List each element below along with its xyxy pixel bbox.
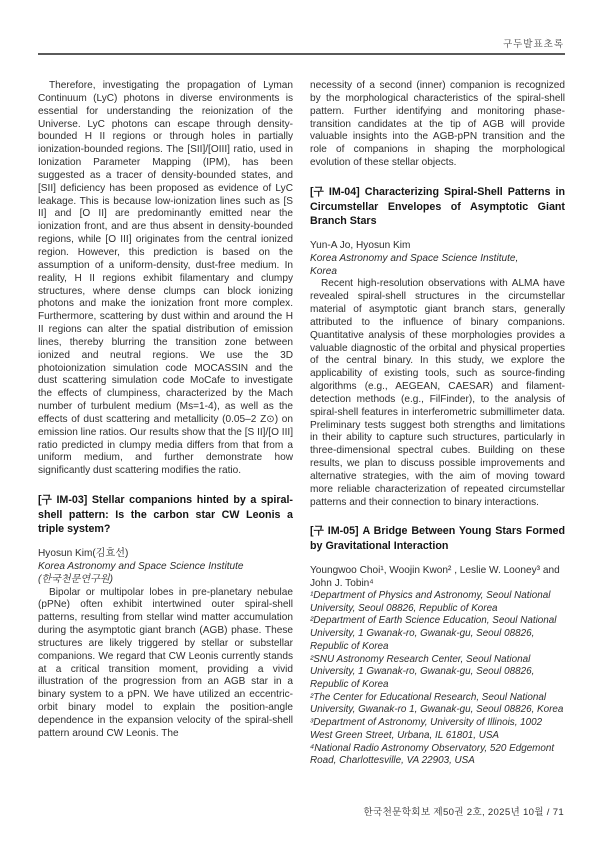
im05-affiliation-2: ²Department of Earth Science Education, Seoul National University, 1 Gwanak-ro, Gwanak-gu, Seoul 08826, Republic of Korea	[310, 615, 557, 652]
im03-authors-block	[38, 547, 293, 587]
im05-affiliation-6: ⁴National Radio Astronomy Observatory, 520 Edgemont Road, Charlottesville, VA 22903, USA	[310, 742, 555, 767]
im04-title: [구 IM-04] Characterizing Spiral-Shell Patterns in Circumstellar Envelopes of Asymptotic Giant Branch Stars	[310, 185, 565, 228]
im05-authors: Youngwoo Choi¹, Woojin Kwon² , Leslie W. Looney³ and John J. Tobin⁴	[310, 564, 560, 589]
im03-title: [구 IM-03] Stellar companions hinted by a spiral-shell pattern: Is the carbon star CW Leonis a triple system?	[38, 494, 293, 536]
im05-affiliation-5: ³Department of Astronomy, University of Illinois, 1002 West Green Street, Urbana, IL 61801, USA	[310, 717, 543, 741]
im03-authors: Hyosun Kim(김효선)	[38, 547, 129, 559]
im02-abstract-continuation: Therefore, investigating the propagation of Lyman Continuum (LyC) photons in diverse environments is essential for understanding the reionization of the Universe. LyC photons can escape through density-bounded H II regions or through holes in partially ionization-bounded regions. The [SII]/[OIII] ratio, used in Ionization Parameter Mapping (IPM), has been suggested as a tracer of density-bounded states, and [SII] deficiency has been proposed as evidence of LyC leakage. This is because low-ionization lines such as [S II] and [O II] are predominantly emitted near the ionization front, and are thus absent in density-bounded regions, while [O III] originates from the central ionized region. However, this prediction is based on the assumption of a uniform-density, dust-free medium. In reality, H II regions exhibit filamentary and clumpy structures, where dense clumps can block ionizing photons and make the ionization front more complex. Furthermore, scattering by dust within and around the H II regions can alter the spatial distribution of emission lines, thereby blurring the transition zone between ionized and neutral regions. We use the 3D photoionization simulation code MOCASSIN and the dust scattering simulation code MoCafe to investigate the effects of clumpiness, characterized by the Mach number of turbulent medium (Ms=1-4), as well as the effects of dust scattering and metallicity (0.05–2 Z⊙) on emission line ratios. Our results show that the [S II]/[O III] ratio predicted in clumpy media differs from that from a uniform medium, and further demonstrate how significantly dust scattering modifies the ratio.	[38, 80, 293, 477]
two-column-layout	[38, 80, 565, 768]
im03-abstract: Bipolar or multipolar lobes in pre-planetary nebulae (pPNe) often exhibit intertwined outer spiral-shell patterns, resulting from stellar wind matter accumulation during the asymptotic giant branch (AGB) phase. These structures are likely triggered by stellar or substellar companions. We regard that CW Leonis currently stands at a critical transition moment, providing a vivid illustration of the progression from an AGB star in a binary system to a pPN. We have utilized an eccentric-orbit binary model to explain the position-angle dependence in the expansion velocity of the spiral-shell pattern around CW Leonis. The	[38, 586, 293, 739]
im03-abstract-continuation: necessity of a second (inner) companion is recognized by the morphological characteristics of the spiral-shell pattern. Further identifying and monitoring phase-transition candidates at the tip of AGB will provide valuable insights into the AGB-pPN transition and the role of companions in shaping the morphological evolution of these stellar objects.	[310, 80, 565, 169]
header-rule	[38, 53, 565, 55]
page-footer: 한국천문학회보 제50권 2호, 2025년 10월 / 71	[363, 807, 564, 818]
im04-authors-block	[310, 239, 565, 279]
im05-title: [구 IM-05] A Bridge Between Young Stars Formed by Gravitational Interaction	[310, 525, 565, 553]
im05-affiliation-1: ¹Department of Physics and Astronomy, Seoul National University, Seoul 08826, Republic of Korea	[310, 590, 551, 614]
im04-affiliation-line2: Korea	[310, 266, 337, 278]
im04-affiliation-line1: Korea Astronomy and Space Science Institute,	[310, 252, 519, 264]
left-column	[38, 80, 293, 768]
im04-abstract: Recent high-resolution observations with ALMA have revealed spiral-shell structures in the circumstellar material of asymptotic giant branch stars, generally attributed to the influence of binary companions. Quantitative analysis of these morphologies provides a valuable diagnostic of the orbital and physical properties of the central binary. In this study, we explore the applicability of existing tools, such as source-finding algorithms (e.g., AEGEAN, CAESAR) and filament-detection methods (e.g., FilFinder), to the analysis of spiral-shell features in interferometric submillimeter data. Preliminary tests suggest both strengths and limitations in their ability to capture such structures, particularly in three-dimensional spectral cubes. Building on these results, we plan to discuss possible improvements and alternative strategies, with the aim of moving toward more reliable characterization of repeated circumstellar patterns and their connection to binary interactions.	[310, 278, 565, 508]
right-column	[310, 80, 565, 768]
running-head: 구두발표초록	[502, 40, 564, 50]
im05-authors-block	[310, 564, 565, 768]
im04-authors: Yun-A Jo, Hyosun Kim	[310, 239, 411, 251]
im05-affiliation-4: ²The Center for Educational Research, Seoul National University, Gwanak-ro 1, Gwanak-gu, Seoul 08826, Korea	[310, 691, 564, 716]
im05-affiliation-3: ²SNU Astronomy Research Center, Seoul National University, 1 Gwanak-ro, Gwanak-gu, Seoul 08826, Republic of Korea	[310, 653, 535, 690]
im05-affiliation-list	[310, 590, 565, 768]
im03-affiliation-kr: (한국천문연구원)	[38, 574, 113, 586]
im03-affiliation-en: Korea Astronomy and Space Science Institute	[38, 561, 244, 573]
